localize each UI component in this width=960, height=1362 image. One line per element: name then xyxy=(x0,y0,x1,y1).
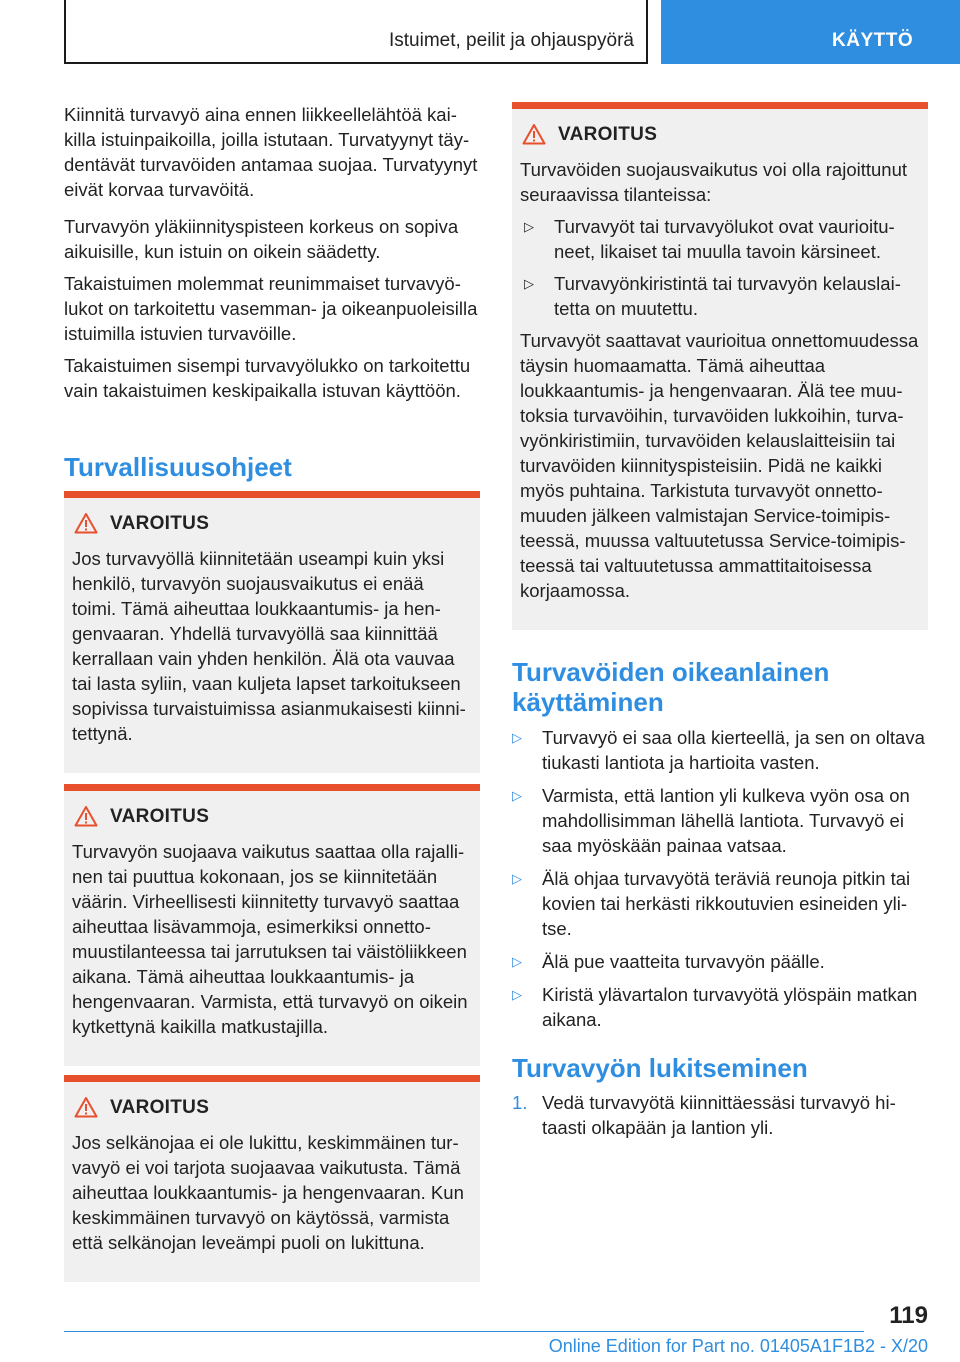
bullet-list xyxy=(512,725,928,1032)
list-item: ▷ Älä pue vaatteita turvavyön päälle. xyxy=(512,951,825,972)
paragraph: Takaistuimen molemmat reunimmaiset turvavyölukot on tarkoitettu vasemman- ja oikeanpuoleisilla istuimilla istuvien turvavöille. xyxy=(64,273,478,344)
warning-box xyxy=(64,491,480,773)
triangle-bullet-icon: ▷ xyxy=(512,871,522,886)
list-item: 1. Vedä turvavyötä kiinnittäessäsi turvavyö hitaasti olkapään ja lantion yli. xyxy=(512,1092,896,1138)
warning-text: Jos turvavyöllä kiinnitetään useampi kuin yksi henkilö, turvavyön suojausvaikutus ei enää toimi. Tämä aiheuttaa loukkaantumis- ja hengenvaaran. Yhdellä turvavyöllä saa kiinnittää kerrallaan vain yhden henkilön. Älä ota vauvaa tai lasta syliin, vaan kuljeta lapset tarkoitukseen sopivissa turvaistuimissa asianmukaisesti kiinnitettynä. xyxy=(72,548,466,744)
triangle-bullet-icon: ▷ xyxy=(512,788,522,803)
warning-box xyxy=(64,1075,480,1282)
triangle-bullet-icon: ▷ xyxy=(524,276,534,291)
paragraph: Takaistuimen sisempi turvavyölukko on tarkoitettu vain takaistuimen keskipaikalla istuvan käyttöön. xyxy=(64,355,471,401)
header-section-box xyxy=(64,0,648,64)
list-item: ▷ Varmista, että lantion yli kulkeva vyön osa on mahdollisimman lähellä lantiota. Turvavyö ei saa myöskään painaa vatsaa. xyxy=(512,785,910,856)
warning-triangle-icon xyxy=(74,805,98,827)
section-heading: Turvavyön lukitseminen xyxy=(512,1053,808,1083)
warning-outro: Turvavyöt saattavat vaurioitua onnettomuudessa täysin huomaamatta. Tämä aiheuttaa loukkaantumis- ja hengenvaaran. Älä tee muutoksia turvavöihin, turvavöiden lukkoihin, turvavyönkiristimiin, turvavöiden kelauslaitteisiin tai turvavöiden kiinnityspisteisiin. Pidä ne kaikki myös puhtaina. Tarkistuta turvavyöt onnettomuuden jälkeen valmistajan Service-toimipisteessä, muussa valtuutetussa Service-toimipisteessä tai valtuutetussa ammattitaitoisessa korjaamossa. xyxy=(520,330,919,601)
list-item: ▷ Älä ohjaa turvavyötä teräviä reunoja pitkin tai kovien tai herkästi rikkoutuvien esineiden ylitse. xyxy=(512,868,911,939)
list-item: ▷ Turvavyö ei saa olla kierteellä, ja sen on oltava tiukasti lantiota ja hartioita vasten. xyxy=(512,727,925,773)
paragraph: Kiinnitä turvavyö aina ennen liikkeellelähtöä kaikilla istuinpaikoilla, joilla istutaan. Turvatyynyt täydentävät turvavöiden antamaa suojaa. Turvatyynyt eivät korvaa turvavöitä. xyxy=(64,104,478,200)
warning-title: VAROITUS xyxy=(558,124,658,145)
warning-text: Jos selkänojaa ei ole lukittu, keskimmäinen turvavyö ei voi tarjota suojaavaa vaikutusta. Tämä aiheuttaa loukkaantumis- ja hengenvaaran. Kun keskimmäinen turvavyö on käytössä, varmista että selkänojan leveämpi puoli on lukittuna. xyxy=(72,1132,464,1253)
header-chapter-tab xyxy=(661,0,960,64)
warning-triangle-icon xyxy=(522,123,546,145)
warning-text: Turvavyön suojaava vaikutus saattaa olla rajallinen tai puuttua kokonaan, jos se kiinnitetään väärin. Virheellisesti kiinnitetty turvavyö saattaa aiheuttaa lisävammoja, esimerkiksi onnettomuustilanteessa tai jarrutuksen tai väistöliikkeen aikana. Tämä aiheuttaa loukkaantumis- ja hengenvaaran. Varmista, että turvavyö on oikein kytkettynä kaikilla matkustajilla. xyxy=(72,841,468,1037)
triangle-bullet-icon: ▷ xyxy=(512,987,522,1002)
warning-title: VAROITUS xyxy=(110,1097,210,1118)
paragraph: Turvavyön yläkiinnityspisteen korkeus on sopiva aikuisille, kun istuin on oikein säädetty. xyxy=(64,216,459,262)
page-number: 119 xyxy=(889,1302,928,1329)
header-chapter-label: KÄYTTÖ xyxy=(832,30,914,51)
warning-title: VAROITUS xyxy=(110,806,210,827)
triangle-bullet-icon: ▷ xyxy=(524,219,534,234)
numbered-list xyxy=(512,1090,928,1140)
list-item: ▷ Kiristä ylävartalon turvavyötä ylöspäin matkan aikana. xyxy=(512,984,918,1030)
list-item: ▷ Turvavyönkiristintä tai turvavyön kelauslaitetta on muutettu. xyxy=(524,273,901,319)
header-section-title: Istuimet, peilit ja ohjauspyörä xyxy=(388,30,634,51)
list-item: ▷ Turvavyöt tai turvavyölukot ovat vaurioituneet, likaiset tai muulla tavoin kärsineet. xyxy=(524,216,895,262)
footer-edition: Online Edition for Part no. 01405A1F1B2 - X/20 xyxy=(548,1336,928,1356)
step-number: 1. xyxy=(512,1092,528,1113)
triangle-bullet-icon: ▷ xyxy=(512,954,522,969)
triangle-bullet-icon: ▷ xyxy=(512,730,522,745)
footer-divider xyxy=(64,1331,864,1332)
warning-title: VAROITUS xyxy=(110,513,210,534)
section-heading: Turvavöiden oikeanlainen käyttäminen xyxy=(512,657,830,717)
warning-box xyxy=(64,784,480,1066)
section-heading: Turvallisuusohjeet xyxy=(64,452,292,482)
warning-triangle-icon xyxy=(74,512,98,534)
warning-box xyxy=(512,102,928,630)
warning-intro: Turvavöiden suojausvaikutus voi olla rajoittunut seuraavissa tilanteissa: xyxy=(520,159,908,205)
warning-triangle-icon xyxy=(74,1096,98,1118)
